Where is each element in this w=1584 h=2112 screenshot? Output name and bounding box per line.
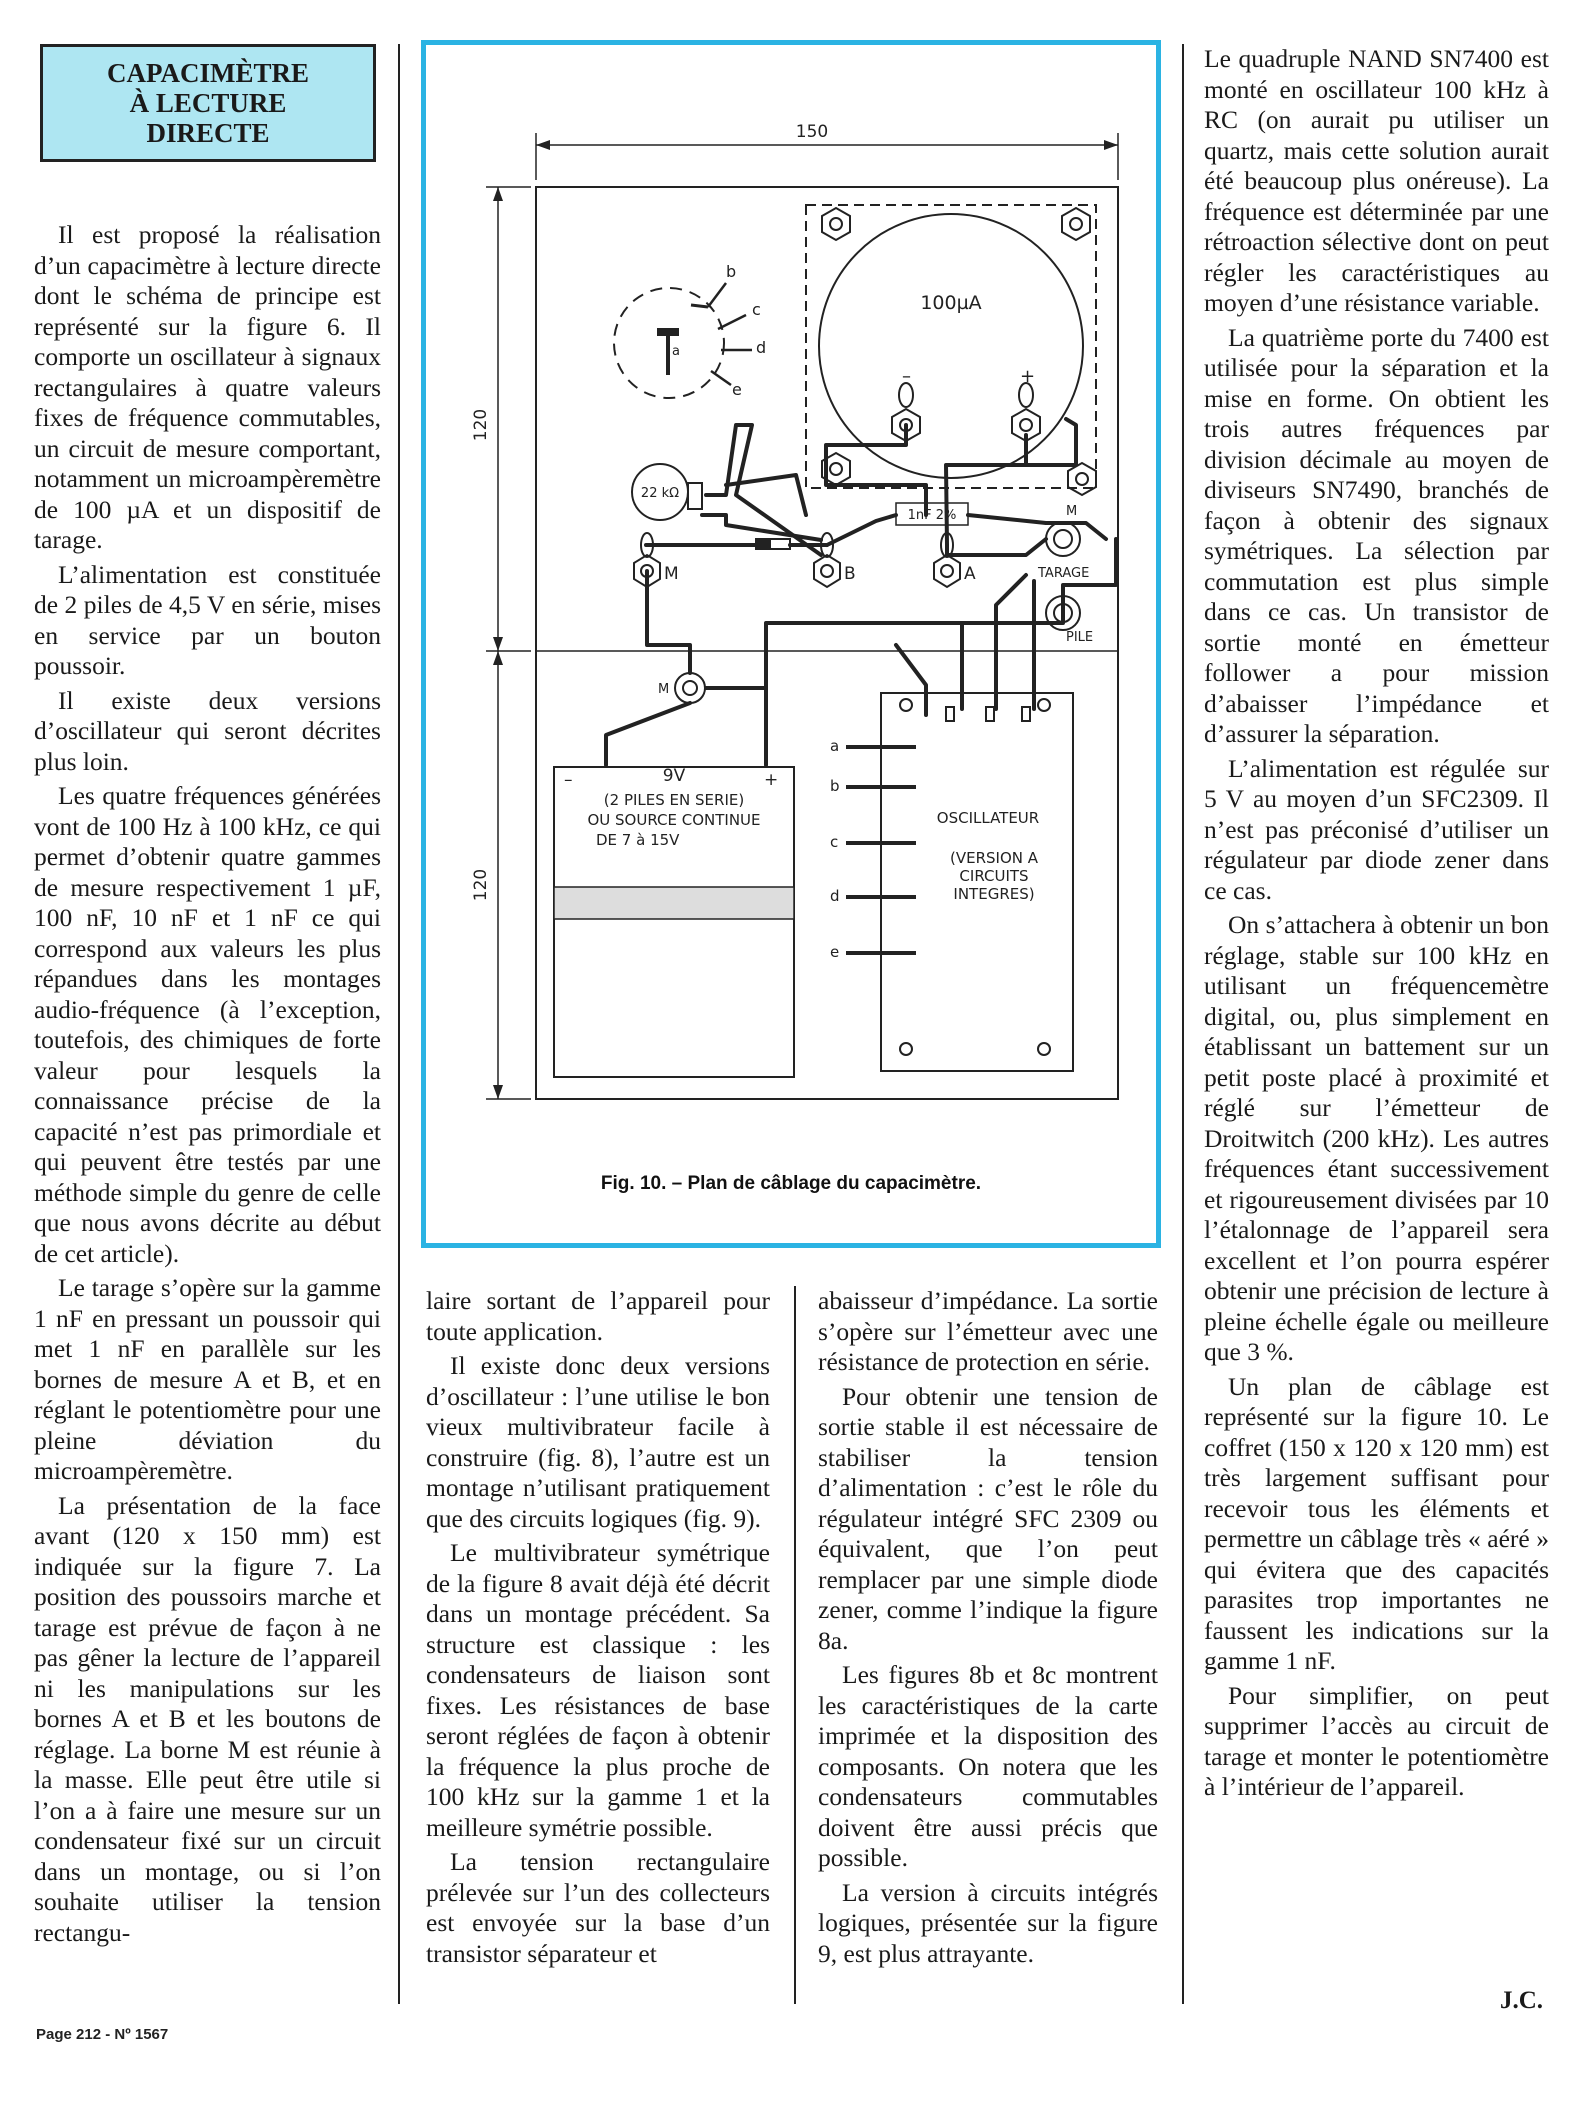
dim-height-top-label: 120 [471, 408, 491, 442]
paragraph: L’alimentation est constituée de 2 piles de 4,5 V en série, mises en service par un bouton poussoir. [34, 559, 381, 680]
battery-line3: DE 7 à 15V [596, 831, 680, 849]
dim-width-label: 150 [795, 122, 829, 142]
microammeter [819, 214, 1083, 478]
article-title-line1: CAPACIMÈTRE [107, 58, 309, 88]
figure-10-frame [421, 40, 1161, 1248]
cap-label: 1nF 2% [907, 508, 957, 523]
battery-line1: (2 PILES EN SERIE) [603, 791, 745, 809]
column-rule-1 [398, 44, 400, 2004]
paragraph: Il existe deux versions d’oscillateur qui seront décrites plus loin. [34, 685, 381, 776]
osc-line3: CIRCUITS [959, 867, 1029, 885]
osc-line2: (VERSION A [949, 849, 1039, 867]
paragraph: Les figures 8b et 8c montrent les caractéristiques de la carte imprimée et la disposition des composants. On notera que les condensateurs commutables doivent être aussi précis que possible. [818, 1660, 1158, 1872]
article-title-box [40, 44, 376, 162]
text-column-4 [1204, 44, 1549, 1807]
meter-minus: – [902, 366, 911, 387]
tarage-label: TARAGE [1038, 566, 1090, 581]
article-title-line2: À LECTURE [129, 88, 287, 118]
terminal-a-label: A [964, 564, 976, 584]
battery-voltage: 9V [662, 766, 686, 786]
board-letter-c: c [830, 833, 839, 851]
switch-letter-d: d [756, 338, 767, 357]
column-rule-3 [1182, 44, 1184, 2004]
paragraph: L’alimentation est régulée sur 5 V au moyen d’un SFC2309. Il n’est pas préconisé d’utiliser un régulateur par diode zener dans ce cas. [1204, 753, 1549, 905]
paragraph: La tension rectangulaire prélevée sur l’un des collecteurs est envoyée sur la base d’un transistor séparateur et [426, 1847, 770, 1968]
terminal-m-label: M [664, 564, 679, 584]
switch-letter-b: b [726, 262, 737, 281]
meter-label: 100µA [920, 292, 982, 314]
paragraph: Pour simplifier, on peut supprimer l’accès au circuit de tarage et monter le potentiomètre à l’intérieur de l’appareil. [1204, 1680, 1549, 1801]
pot-label: 22 kΩ [640, 486, 680, 501]
switch-letter-e: e [732, 380, 742, 399]
osc-line1: OSCILLATEUR [936, 809, 1040, 827]
paragraph: La présentation de la face avant (120 x 150 mm) est indiquée sur la figure 7. La position des poussoirs marche et tarage est prévue de façon à ne pas gêner la lecture de l’appareil ni les manipulations sur les bornes A et B et les boutons de réglage. La borne M est réunie à la masse. Elle peut être utile si l’on a à faire une mesure sur un condensateur fixé sur un circuit dans un montage, ou si l’on souhaite utiliser la tension rectangu- [34, 1490, 381, 1947]
meter-plus: + [1020, 366, 1036, 387]
tarage-button [1046, 522, 1080, 556]
article-title-line3: DIRECTE [146, 118, 270, 148]
column-rule-2 [794, 1286, 796, 2004]
paragraph: laire sortant de l’appareil pour toute application. [426, 1286, 770, 1346]
board-letter-a: a [830, 737, 840, 755]
paragraph: Le tarage s’opère sur la gamme 1 nF en pressant un poussoir qui met 1 nF en parallèle sur les bornes de mesure A et B, et en réglant le potentiomètre pour une pleine déviation du microampèremètre. [34, 1273, 381, 1485]
osc-line4: INTEGRES) [953, 885, 1035, 903]
paragraph: Il existe donc deux versions d’oscillateur : l’une utilise le bon vieux multivibrateur facile à construire (fig. 8), l’autre est un montage n’utilisant pratiquement que des circuits logiques (fig. 9). [426, 1351, 770, 1533]
page-footer: Page 212 - Nº 1567 [36, 2026, 169, 2043]
battery-plus: + [764, 770, 779, 790]
terminal-m2-label: M [658, 682, 670, 697]
figure-caption: Fig. 10. – Plan de câblage du capacimètre. [600, 1173, 982, 1194]
pile-label: PILE [1066, 630, 1094, 645]
paragraph: abaisseur d’impédance. La sortie s’opère sur l’émetteur avec une résistance de protection en série. [818, 1286, 1158, 1376]
battery-line2: OU SOURCE CONTINUE [587, 811, 761, 829]
dim-height-bottom-label: 120 [471, 868, 491, 902]
switch-letter-a: a [672, 344, 680, 359]
paragraph: Le quadruple NAND SN7400 est monté en oscillateur 100 kHz à RC (on aurait pu utiliser un quartz, mais cette solution aurait été beaucoup plus onéreuse). La fréquence est déterminée par une rétroaction sélective dont on peut régler les caractéristiques au moyen d’une résistance variable. [1204, 44, 1549, 317]
paragraph: Le multivibrateur symétrique de la figure 8 avait déjà été décrit dans un montage précédent. Sa structure est classique : les condensateurs de liaison sont fixes. Les résistances de base seront réglées de façon à obtenir la fréquence la plus proche de 100 kHz sur la gamme 1 et la meilleure symétrie possible. [426, 1538, 770, 1842]
paragraph: Un plan de câblage est représenté sur la figure 10. Le coffret (150 x 120 x 120 mm) est très largement suffisant pour recevoir tous les éléments et permettre un câblage très « aéré » qui évitera que des capacités parasites trop importantes ne faussent les indications sur la gamme 1 nF. [1204, 1371, 1549, 1675]
board-letter-b: b [830, 777, 840, 795]
wiring-diagram [426, 45, 1156, 1243]
paragraph: La quatrième porte du 7400 est utilisée pour la séparation et la mise en forme. On obtient les trois autres fréquences par division décimale au moyen de diviseurs SN7490, branchés de façon à obtenir des signaux symétriques. La sélection par commutation est plus simple dans ce cas. Un transistor de sortie monté en émetteur follower a pour mission d’abaisser l’impédance et d’assurer la séparation. [1204, 322, 1549, 748]
meter-m-label: M [1066, 504, 1078, 519]
paragraph: Il est proposé la réalisation d’un capacimètre à lecture directe dont le schéma de principe est représenté sur la figure 6. Il comporte un oscillateur à signaux rectangulaires à quatre valeurs fixes de fréquence commutables, un circuit de mesure comportant, notamment un microampèremètre de 100 µA et un dispositif de tarage. [34, 220, 381, 554]
paragraph: On s’attachera à obtenir un bon réglage, stable sur 100 kHz en utilisant un fréquencemètre digital, ou, plus simplement en établissant un battement sur un petit poste placé à proximité et réglé sur l’émetteur de Droitwitch (200 kHz). Les autres fréquences étant successivement et rigoureusement divisées par 10 l’étalonnage de l’appareil sera excellent et l’on pourra espérer obtenir une précision de lecture à pleine échelle égale ou meilleure que 3 %. [1204, 910, 1549, 1366]
text-column-1 [34, 220, 381, 1952]
text-column-3 [818, 1286, 1158, 1973]
board-letter-e: e [830, 943, 840, 961]
paragraph: La version à circuits intégrés logiques, présentée sur la figure 9, est plus attrayante. [818, 1877, 1158, 1968]
terminal-b-label: B [844, 564, 856, 584]
author-signature: J.C. [1500, 1987, 1544, 2014]
switch-letter-c: c [752, 300, 761, 319]
paragraph: Pour obtenir une tension de sortie stable il est nécessaire de stabiliser la tension d’alimentation : c’est le rôle du régulateur intégré SFC 2309 ou équivalent, que l’on peut remplacer par une simple diode zener, comme l’indique la figure 8a. [818, 1381, 1158, 1655]
paragraph: Les quatre fréquences générées vont de 100 Hz à 100 kHz, ce qui permet d’obtenir quatre gammes de mesure respectivement 1 µF, 100 nF, 10 nF et 1 nF ce qui correspond aux valeurs les plus répandues dans les montages audio-fréquence (à l’exception, toutefois, des chimiques de forte valeur pour lesquels la connaissance précise de la capacité n’est pas primordiale et qui peuvent être testés par une méthode simple du genre de celle que nous avons décrite au début de cet article). [34, 781, 381, 1268]
board-letter-d: d [830, 887, 840, 905]
battery-minus: – [564, 770, 573, 790]
text-column-2 [426, 1286, 770, 1973]
